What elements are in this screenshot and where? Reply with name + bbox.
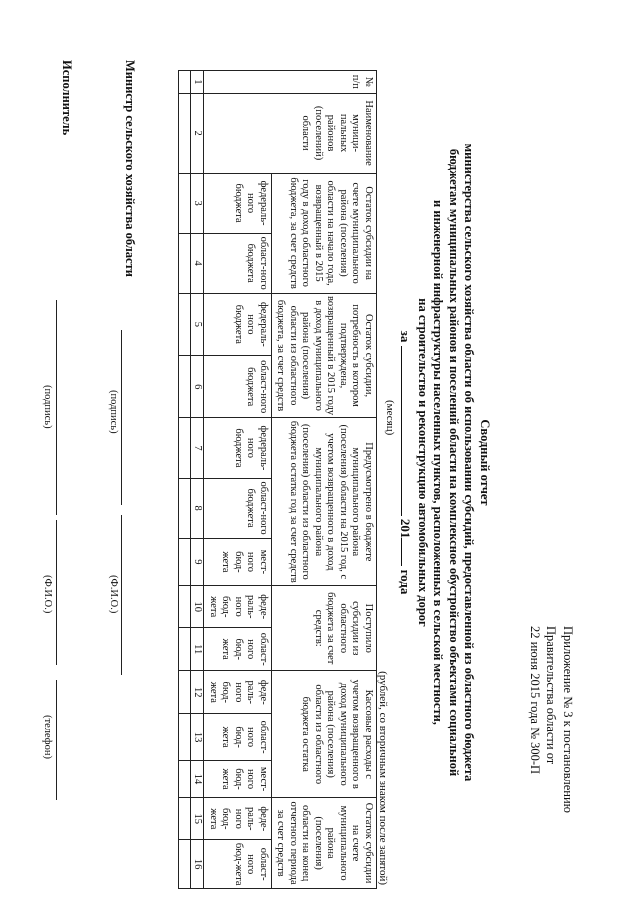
header-planned: Предусмотрено в бюджете муниципального района (поселения) области на 2015 год, с учетом возвращенного в доход муниципального района (поселения) области из областного бюджета остатка год за счет средств	[272, 418, 377, 586]
column-number: 7	[191, 418, 204, 478]
table-cell	[179, 714, 191, 760]
subheader-regional: област-ного бюд-жета	[204, 628, 272, 671]
column-number: 10	[191, 586, 204, 628]
table-cell	[179, 760, 191, 797]
table-cell	[179, 586, 191, 628]
executor-name-caption: (Ф.И.О.)	[42, 575, 53, 614]
column-number: 15	[191, 798, 204, 840]
title-line-2: министерства сельского хозяйства области об использовании субсидий, предоставленной из областного бюджета	[462, 143, 477, 782]
minister-signature-line	[121, 330, 122, 505]
title-line-5: на строительство и реконструкцию автомобильных дорог	[416, 298, 430, 627]
subheader-regional: област-ного бюджета	[204, 478, 272, 538]
subheader-regional: област-ного бюд-жета	[204, 840, 272, 889]
subheader-federal: федераль-ного бюджета	[204, 418, 272, 478]
column-number-row	[191, 71, 204, 889]
column-number: 1	[191, 71, 204, 94]
table-cell	[179, 538, 191, 586]
header-received: Поступило субсидии из областного бюджета за счет средств:	[272, 586, 377, 671]
header-end-balance: Остаток субсидии на счете муниципального района (поселения) области на конец отчетного периода за счет средств	[272, 798, 377, 889]
subheader-federal: феде-раль-ного бюд-жета	[204, 798, 272, 840]
annex-line-2: Правительства области от	[544, 626, 559, 765]
subheader-regional: област-ного бюджета	[204, 233, 272, 293]
executor-name-line	[56, 520, 57, 665]
table-cell	[179, 293, 191, 355]
executor-signature-caption: (подпись)	[42, 385, 53, 429]
header-confirmed-balance: Остаток субсидии, потребность в котором подтверждена, возвращенный в 2015 году в доход муниципального района (поселения) области из областного бюджета, за счет средств	[272, 293, 377, 418]
table-cell	[179, 628, 191, 671]
executor-label: Исполнитель	[60, 60, 74, 136]
table-cell	[179, 671, 191, 714]
header-cash-expenses: Кассовые расходы с учетом возвращенного в доход муниципального района (поселения) области из областного бюджета остатка	[272, 671, 377, 798]
table-cell	[179, 418, 191, 478]
table-cell	[179, 93, 191, 173]
subheader-federal: феде-раль-ного бюд-жета	[204, 671, 272, 714]
month-blank	[401, 346, 414, 516]
subheader-regional: област-ного бюд-жета	[204, 714, 272, 760]
executor-phone-caption: (телефон)	[42, 715, 53, 759]
title-line-3: бюджетам муниципальных районов и поселений области на комплексное обустройство объектами социальной	[447, 148, 461, 777]
table-cell	[179, 233, 191, 293]
column-number: 14	[191, 760, 204, 797]
column-number: 11	[191, 628, 204, 671]
subheader-federal: федераль-ного бюджета	[204, 293, 272, 355]
column-number: 3	[191, 173, 204, 233]
table-row	[179, 71, 191, 889]
table-cell	[179, 173, 191, 233]
column-number: 13	[191, 714, 204, 760]
title-line-4: и инженерной инфраструктуры населенных пунктов, расположенных в сельской местности,	[431, 200, 446, 725]
subheader-local: мест-ного бюд-жета	[204, 760, 272, 797]
subheader-federal: федераль-ного бюджета	[204, 173, 272, 233]
period-year-prefix: 201	[398, 518, 413, 539]
table-cell	[179, 356, 191, 418]
report-title	[415, 90, 493, 835]
subheader-local: мест-ного бюд-жета	[204, 538, 272, 586]
table-cell	[179, 798, 191, 840]
column-number: 5	[191, 293, 204, 355]
report-period	[397, 180, 414, 745]
column-number: 12	[191, 671, 204, 714]
period-prefix: за	[398, 330, 413, 343]
table-cell	[179, 478, 191, 538]
minister-label: Министр сельского хозяйства области	[123, 60, 137, 277]
table-subheader-row	[204, 71, 272, 889]
executor-signature-line	[56, 300, 57, 515]
column-number: 4	[191, 233, 204, 293]
table-cell	[179, 71, 191, 94]
annex-note	[527, 626, 577, 813]
year-blank	[401, 538, 414, 566]
units-note: (рублей, со вторичным знаком после запятой)	[377, 671, 389, 885]
table-cell	[179, 840, 191, 889]
subheader-regional: област-ного бюджета	[204, 356, 272, 418]
column-number: 9	[191, 538, 204, 586]
table-header-row	[272, 71, 377, 889]
subheader-federal: феде-раль-ного бюд-жета	[204, 586, 272, 628]
minister-name-line	[121, 515, 122, 675]
month-caption: (месяц)	[384, 400, 396, 436]
column-number: 8	[191, 478, 204, 538]
column-number: 2	[191, 93, 204, 173]
title-line-1: Сводный отчет	[478, 419, 492, 506]
header-start-balance: Остаток субсидии на счете муниципального района (поселения) области на начало года, возвращенный в 2015 году в доход областного бюджета, за счет средств	[272, 173, 377, 293]
minister-signature-caption: (подпись)	[108, 390, 119, 434]
period-suffix: года	[398, 569, 413, 595]
report-table	[179, 70, 378, 889]
column-number: 6	[191, 356, 204, 418]
annex-line-1: Приложение № 3 к постановлению	[561, 626, 575, 813]
executor-phone-line	[56, 680, 57, 800]
column-number: 16	[191, 840, 204, 889]
header-district: Наименование муници-пальных районов (поселений) области	[204, 93, 377, 173]
header-number: № п/п	[204, 71, 377, 94]
minister-name-caption: (Ф.И.О.)	[108, 575, 119, 614]
annex-line-3: 22 июня 2015 года № 300-П	[528, 626, 542, 775]
